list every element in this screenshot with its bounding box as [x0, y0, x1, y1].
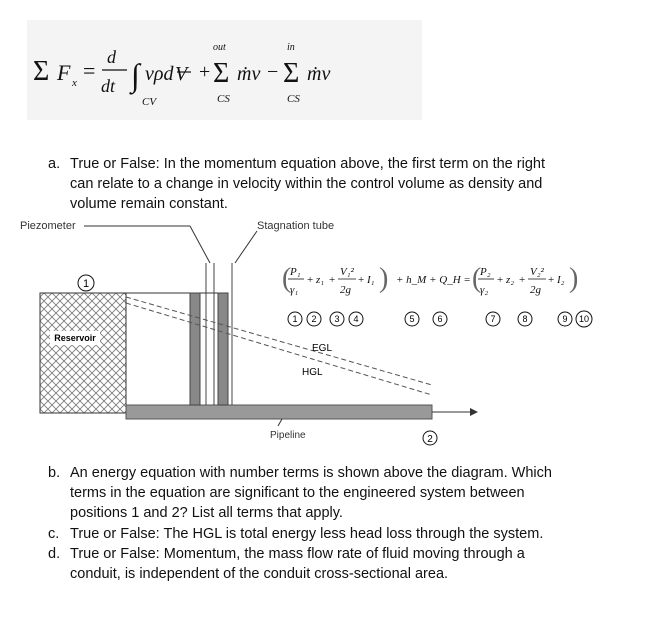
lhs-plus-1: +: [307, 274, 314, 286]
question-a-line-2: can relate to a change in velocity within the control volume as density and: [70, 176, 543, 192]
term-2-number: 2: [311, 314, 317, 324]
reservoir: [40, 293, 126, 413]
rhs-plus-3: +: [548, 274, 555, 286]
integral-sign: ∫: [131, 57, 140, 93]
position-2-number: 2: [427, 434, 433, 445]
term-10-number: 10: [578, 314, 590, 324]
question-a-line-3: volume remain constant.: [70, 196, 228, 212]
rhs-pressure: P₂: [480, 266, 491, 278]
cs-subscript-in: CS: [287, 93, 300, 105]
lhs-close-paren: ): [379, 263, 389, 294]
rhs-plus-2: +: [519, 274, 526, 286]
momentum-equation: [27, 20, 422, 120]
rhs-open-paren: (: [472, 263, 482, 294]
sum-out-symbol: Σ: [213, 58, 230, 89]
pipeline-arrow-head: [470, 408, 478, 416]
question-a: [48, 154, 628, 216]
question-b-line-3: positions 1 and 2? List all terms that apply.: [70, 505, 343, 521]
question-c-line-1: True or False: The HGL is total energy less head loss through the system.: [70, 526, 544, 542]
rhs-2g: 2g: [530, 284, 541, 296]
diagram-graphic: [20, 213, 640, 453]
term-6-number: 6: [437, 314, 443, 324]
term-5-number: 5: [409, 314, 415, 324]
pipeline-label: Pipeline: [270, 430, 306, 441]
question-c-label: c.: [48, 526, 60, 542]
derivative-denominator: dt: [101, 76, 116, 96]
stagnation-tube: [218, 293, 228, 405]
mdot-v-out: ṁv: [237, 63, 261, 85]
integrand: vρd: [145, 63, 174, 85]
mdot-v-in: ṁv: [307, 63, 331, 85]
lhs-pressure: P₁: [290, 266, 301, 278]
rhs-close-paren: ): [569, 263, 579, 294]
sum-in-label: in: [287, 42, 295, 53]
position-1-number: 1: [82, 278, 90, 290]
question-d: [48, 544, 638, 586]
lhs-plus-2: +: [329, 274, 336, 286]
reservoir-label: Reservoir: [54, 333, 96, 343]
lhs-i: I₁: [367, 274, 375, 286]
energy-middle-terms: + h_M + Q_H =: [396, 274, 471, 286]
sum-in-symbol: Σ: [283, 58, 300, 89]
rhs-velocity: V₂²: [530, 266, 544, 278]
volume-symbol: V: [175, 63, 188, 85]
rhs-gamma: γ₂: [480, 284, 489, 296]
sum-symbol-lhs: Σ: [33, 56, 50, 87]
term-8-number: 8: [522, 314, 528, 324]
term-4-number: 4: [353, 314, 359, 324]
pipeline-leader: [278, 419, 282, 426]
question-d-label: d.: [48, 546, 61, 562]
momentum-equation-graphic: [27, 20, 422, 120]
lhs-2g: 2g: [340, 284, 351, 296]
term-number-markers: [288, 311, 592, 327]
cs-subscript-out: CS: [217, 93, 230, 105]
cv-subscript: CV: [142, 96, 157, 108]
egl-label: EGL: [312, 343, 333, 354]
hgl-line: [126, 303, 432, 395]
egl-line: [126, 297, 432, 385]
rhs-z: z₂: [506, 274, 515, 286]
term-3-number: 3: [334, 314, 340, 324]
question-c: [48, 524, 638, 546]
force-symbol: F: [57, 60, 71, 85]
term-1-number: 1: [292, 314, 298, 324]
rhs-i: I₂: [557, 274, 565, 286]
lhs-velocity: V₁²: [340, 266, 354, 278]
question-b: [48, 463, 638, 525]
stagnation-label: Stagnation tube: [257, 220, 335, 232]
question-a-label: a.: [48, 156, 61, 172]
hgl-label: HGL: [302, 367, 323, 378]
derivative-numerator: d: [107, 47, 116, 67]
term-7-number: 7: [490, 314, 496, 324]
lhs-open-paren: (: [282, 263, 292, 294]
plus-sign: +: [199, 61, 211, 83]
term-9-number: 9: [562, 314, 568, 324]
pipeline: [126, 405, 432, 419]
lhs-gamma: γ₁: [290, 284, 299, 296]
stagnation-leader: [235, 231, 257, 263]
minus-sign: −: [267, 61, 279, 83]
question-d-line-2: conduit, is independent of the conduit cross-sectional area.: [70, 566, 449, 582]
force-subscript: x: [72, 77, 77, 89]
question-d-line-1: True or False: Momentum, the mass flow rate of fluid moving through a: [70, 546, 525, 562]
question-b-label: b.: [48, 465, 61, 481]
piezometer-tube: [190, 293, 200, 405]
equals-sign: =: [83, 58, 96, 83]
lhs-z: z₁: [316, 274, 325, 286]
question-b-line-2: terms in the equation are significant to the engineered system between: [70, 485, 525, 501]
sum-out-label: out: [213, 42, 226, 53]
energy-equation: [282, 263, 578, 296]
pipeline-diagram: [20, 213, 640, 453]
question-b-line-1: An energy equation with number terms is shown above the diagram. Which: [70, 465, 552, 481]
piezometer-leader-2: [190, 226, 210, 263]
question-a-line-1: True or False: In the momentum equation above, the first term on the right: [70, 156, 545, 172]
rhs-plus-1: +: [497, 274, 504, 286]
piezometer-label: Piezometer: [20, 220, 76, 232]
lhs-plus-3: +: [358, 274, 365, 286]
